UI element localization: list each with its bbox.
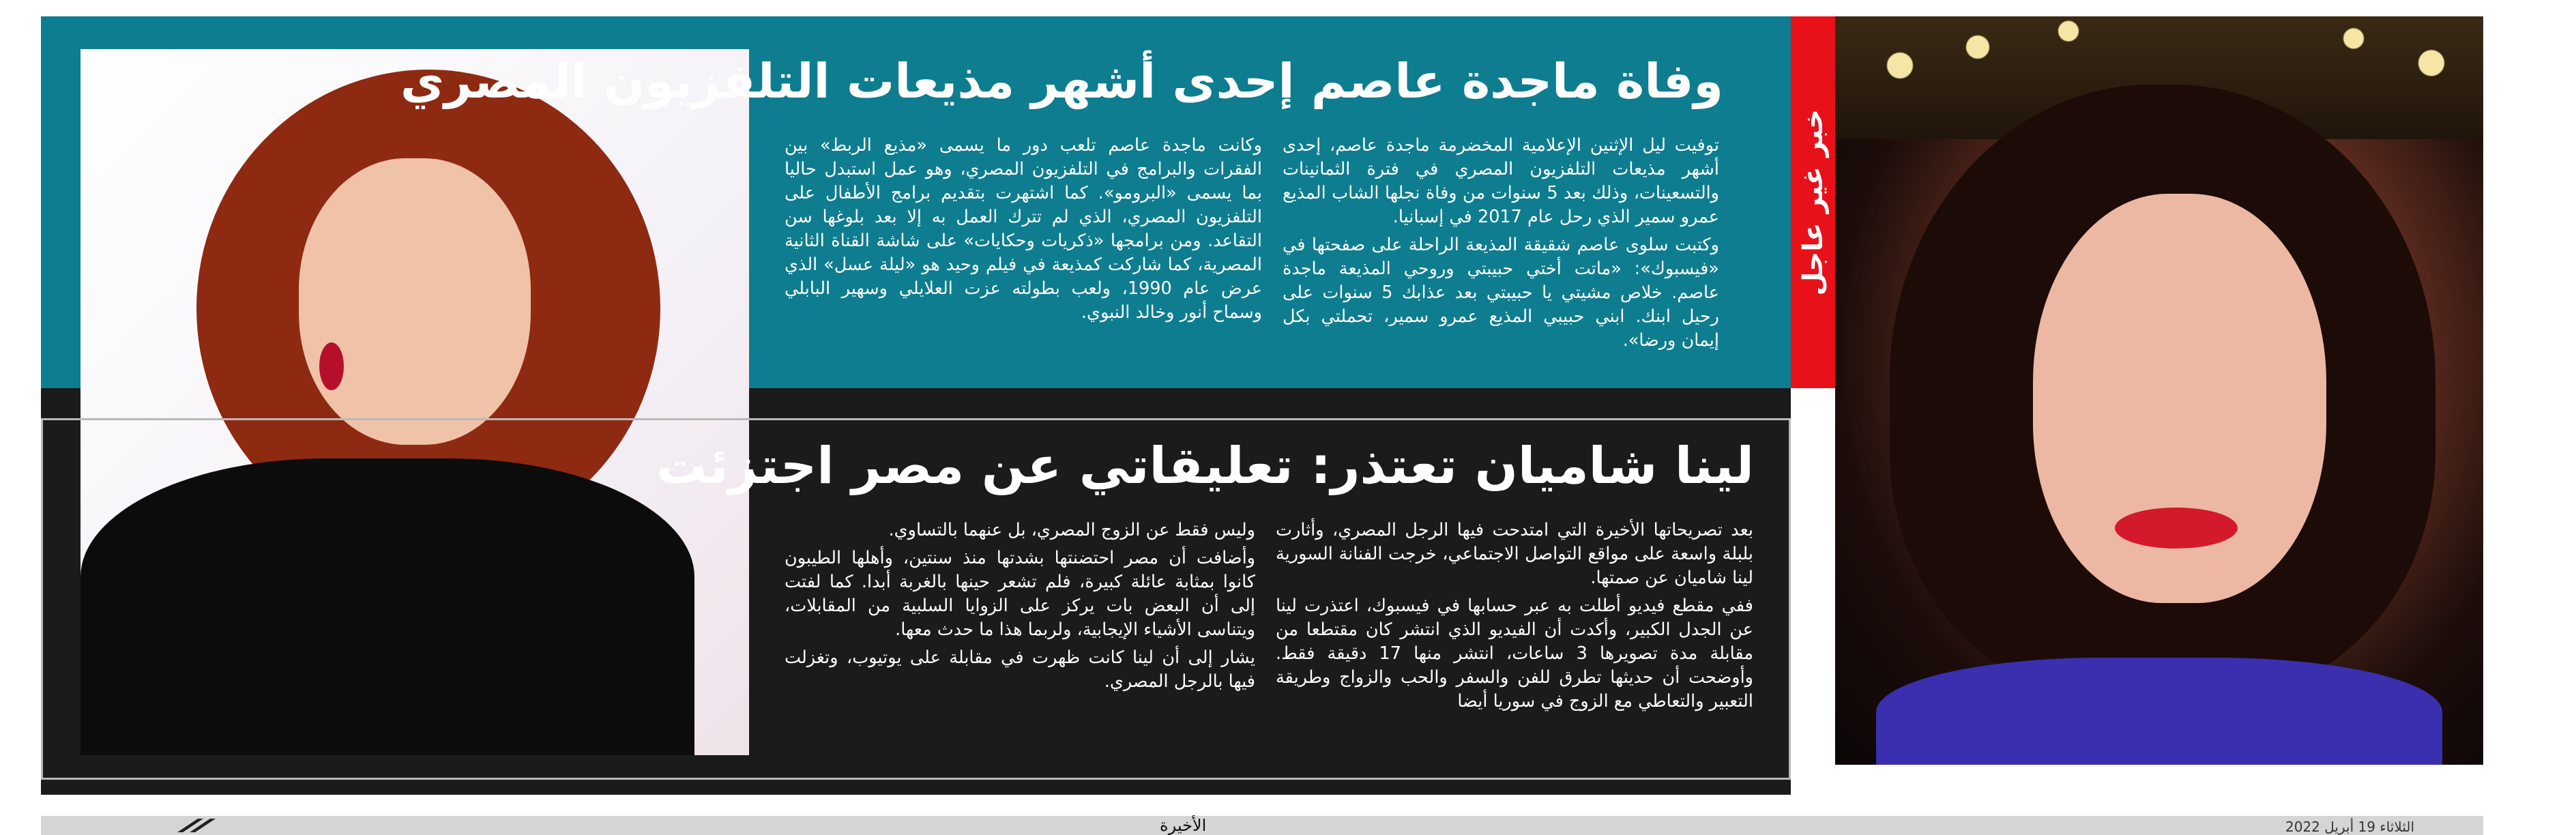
story2-col2-para: يشار إلى أن لينا كانت ظهرت في مقابلة على يوتيوب، وتغزلت فيها بالرجل المصري. (785, 647, 1255, 692)
lena-chamamyan-photo (80, 49, 749, 755)
photo-dress (80, 458, 694, 755)
majida-asem-photo (1835, 16, 2483, 765)
page-footer (41, 816, 2483, 835)
story1-column-2 (785, 134, 1262, 329)
story2-col2-para: وأضافت أن مصر احتضنتها بشدتها منذ سنتين، وأهلها الطيبون كانوا بمثابة عائلة كبيرة، فلم تشعر حينها بالغربة أبدا. كما لفتت إلى أن البعض بات يركز على الزوايا السلبية من المقابلات، ويتناسى الأشياء الإيجابية، ولربما هذا ما حدث معها. (785, 548, 1255, 640)
badge-label: خبر غير عاجل (1797, 108, 1829, 296)
story1-col1-para: توفيت ليل الإثنين الإعلامية المخضرمة ماجدة عاصم، إحدى أشهر مذيعات التلفزيون المصري في فترة الثمانينات والتسعينات، وذلك بعد 5 سنوات من وفاة نجلها الشاب المذيع عمرو سمير الذي رحل عام 2017 في إسبانيا. (1283, 135, 1720, 227)
story1-headline: وفاة ماجدة عاصم إحدى أشهر مذيعات التلفزيون المصري (400, 53, 1723, 109)
footer-section-title: الأخيرة (1160, 816, 1207, 835)
story2-column-2 (785, 518, 1255, 698)
story2-col1-para: بعد تصريحاتها الأخيرة التي امتدحت فيها الرجل المصري، وأثارت بلبلة واسعة على مواقع التواصل الاجتماعي، خرجت الفنانة السورية لينا شاميان عن صمتها. (1276, 520, 1753, 588)
story2-column-1 (1276, 518, 1753, 718)
story1-col1-para: وكتبت سلوى عاصم شقيقة المذيعة الراحلة على صفحتها في «فيسبوك»: «ماتت أختي حبيبتي وروحي المذيعة ماجدة عاصم. خلاص مشيتي يا حبيبتي بعد عذابك 5 سنوات على رحيل ابنك. ابني حبيبي المذيع عمرو سمير، تحملتي بكل إيمان ورضا». (1283, 235, 1719, 351)
photo-face (299, 158, 531, 445)
photo-lips (2115, 508, 2238, 548)
story2-col1-para: ففي مقطع فيديو أطلت به عبر حسابها في فيسبوك، اعتذرت لينا عن الجدل الكبير، وأكدت أن الفيديو الذي انتشر كان مقتطعا من مقابلة مدة تصويرها 3 ساعات، انتشر منها 17 دقيقة فقط. وأوضحت أن حديثها تطرق للفن والسفر والحب والزواج وطريقة التعبير والتعاطي مع الزوج في سوريا أيضا (1276, 596, 1753, 712)
story1-column-1 (1283, 134, 1719, 357)
story1-col2-para: وكانت ماجدة عاصم تلعب دور ما يسمى «مذيع الربط» بين الفقرات والبرامج في التلفزيون المصري، وهو عمل استبدل حاليا بما يسمى «البرومو». كما اشتهرت بتقديم برامج الأطفال على التلفزيون المصري، الذي لم تترك العمل به إلا بعد بلوغها سن التقاعد. ومن برامجها «ذكريات وحكايات» على شاشة القناة الثانية المصرية، كما شاركت كمذيعة في فيلم وحيد هو «ليلة عسل» الذي عرض عام 1990، ولعب بطولته عزت العلايلي وسهير البابلي وسماح أنور وخالد النبوي. (785, 135, 1262, 323)
photo-earring (319, 342, 344, 390)
story2-col2-para: وليس فقط عن الزوج المصري، بل عنهما بالتساوي. (888, 520, 1255, 540)
newspaper-logo-icon (171, 816, 232, 835)
photo-clothing (1876, 658, 2442, 765)
story2-headline: لينا شاميان تعتذر: تعليقاتي عن مصر اجتزئت (656, 437, 1754, 495)
breaking-news-badge (1791, 16, 1835, 388)
footer-date: الثلاثاء 19 أبريل 2022 (2285, 819, 2414, 835)
